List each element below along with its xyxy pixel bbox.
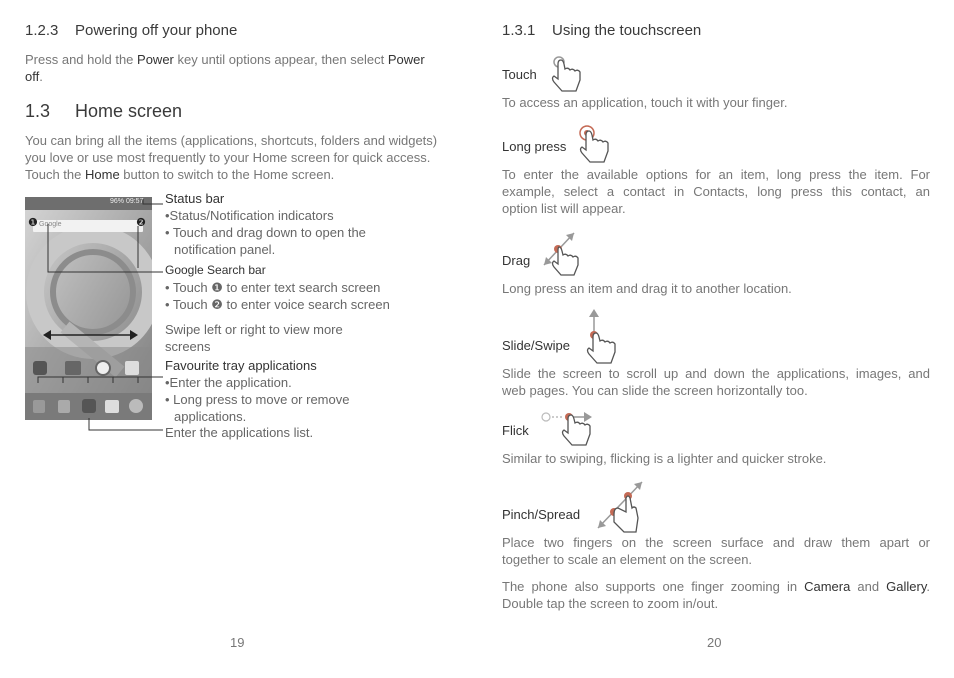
- drag-title: Drag: [502, 253, 531, 268]
- page-number-left: 19: [230, 635, 245, 650]
- touch-gesture-icon: [550, 54, 584, 94]
- touch-description: To access an application, touch it with your finger.: [502, 95, 788, 110]
- page-number-right: 20: [707, 635, 722, 650]
- marker-1: ❶: [28, 217, 38, 229]
- flick-gesture-icon: [540, 408, 596, 452]
- pinch-spread-gesture-icon: [594, 478, 646, 534]
- search-bar-label: Google: [39, 221, 62, 228]
- section-heading-1-3: 1.3 Home screen: [25, 101, 183, 121]
- zoom-paragraph: The phone also supports one finger zooming in Camera and Gallery. Double tap the screen to zoom in/out.: [502, 579, 930, 611]
- pinch-spread-description: Place two fingers on the screen surface and draw them apart or together to scale an element on the screen.: [502, 535, 930, 567]
- section-heading-1-3-1: 1.3.1 Using the touchscreen: [502, 22, 702, 39]
- favourite-tray-callout: Favourite tray applications •Enter the application. • Long press to move or remove applications.: [165, 358, 350, 424]
- section-heading-1-2-3: 1.2.3 Powering off your phone: [25, 22, 238, 39]
- search-bar-callout: Google Search bar • Touch ❶ to enter text search screen • Touch ❷ to enter voice search screen: [165, 263, 390, 312]
- status-bar-text: 96% 09:57: [110, 198, 144, 205]
- drag-description: Long press an item and drag it to another location.: [502, 281, 792, 296]
- drag-gesture-icon: [540, 229, 588, 279]
- slide-swipe-gesture-icon: [584, 309, 624, 367]
- power-off-paragraph: Press and hold the Power key until options appear, then select Power off.: [25, 52, 425, 84]
- home-screen-paragraph: You can bring all the items (applications, shortcuts, folders and widgets) you love or use most frequently to your Home screen for quick access. Touch the Home button to switch to the Home screen.: [25, 133, 438, 182]
- marker-2: ❷: [136, 217, 146, 229]
- long-press-description: To enter the available options for an item, long press the item. For example, select a contact in Contacts, long press this contact, an option list will appear.: [502, 167, 930, 216]
- status-bar-callout: Status bar •Status/Notification indicators • Touch and drag down to open the notification panel.: [165, 191, 366, 257]
- applications-list-callout: Enter the applications list.: [165, 425, 314, 440]
- touch-title: Touch: [502, 67, 537, 82]
- long-press-gesture-icon: [578, 125, 614, 165]
- long-press-title: Long press: [502, 139, 567, 154]
- flick-description: Similar to swiping, flicking is a lighter and quicker stroke.: [502, 451, 827, 466]
- pinch-spread-title: Pinch/Spread: [502, 507, 581, 522]
- flick-title: Flick: [502, 423, 529, 438]
- swipe-callout: Swipe left or right to view more screens: [165, 322, 343, 354]
- slide-swipe-description: Slide the screen to scroll up and down the applications, images, and web pages. You can slide the screen horizontally too.: [502, 366, 930, 398]
- slide-swipe-title: Slide/Swipe: [502, 338, 570, 353]
